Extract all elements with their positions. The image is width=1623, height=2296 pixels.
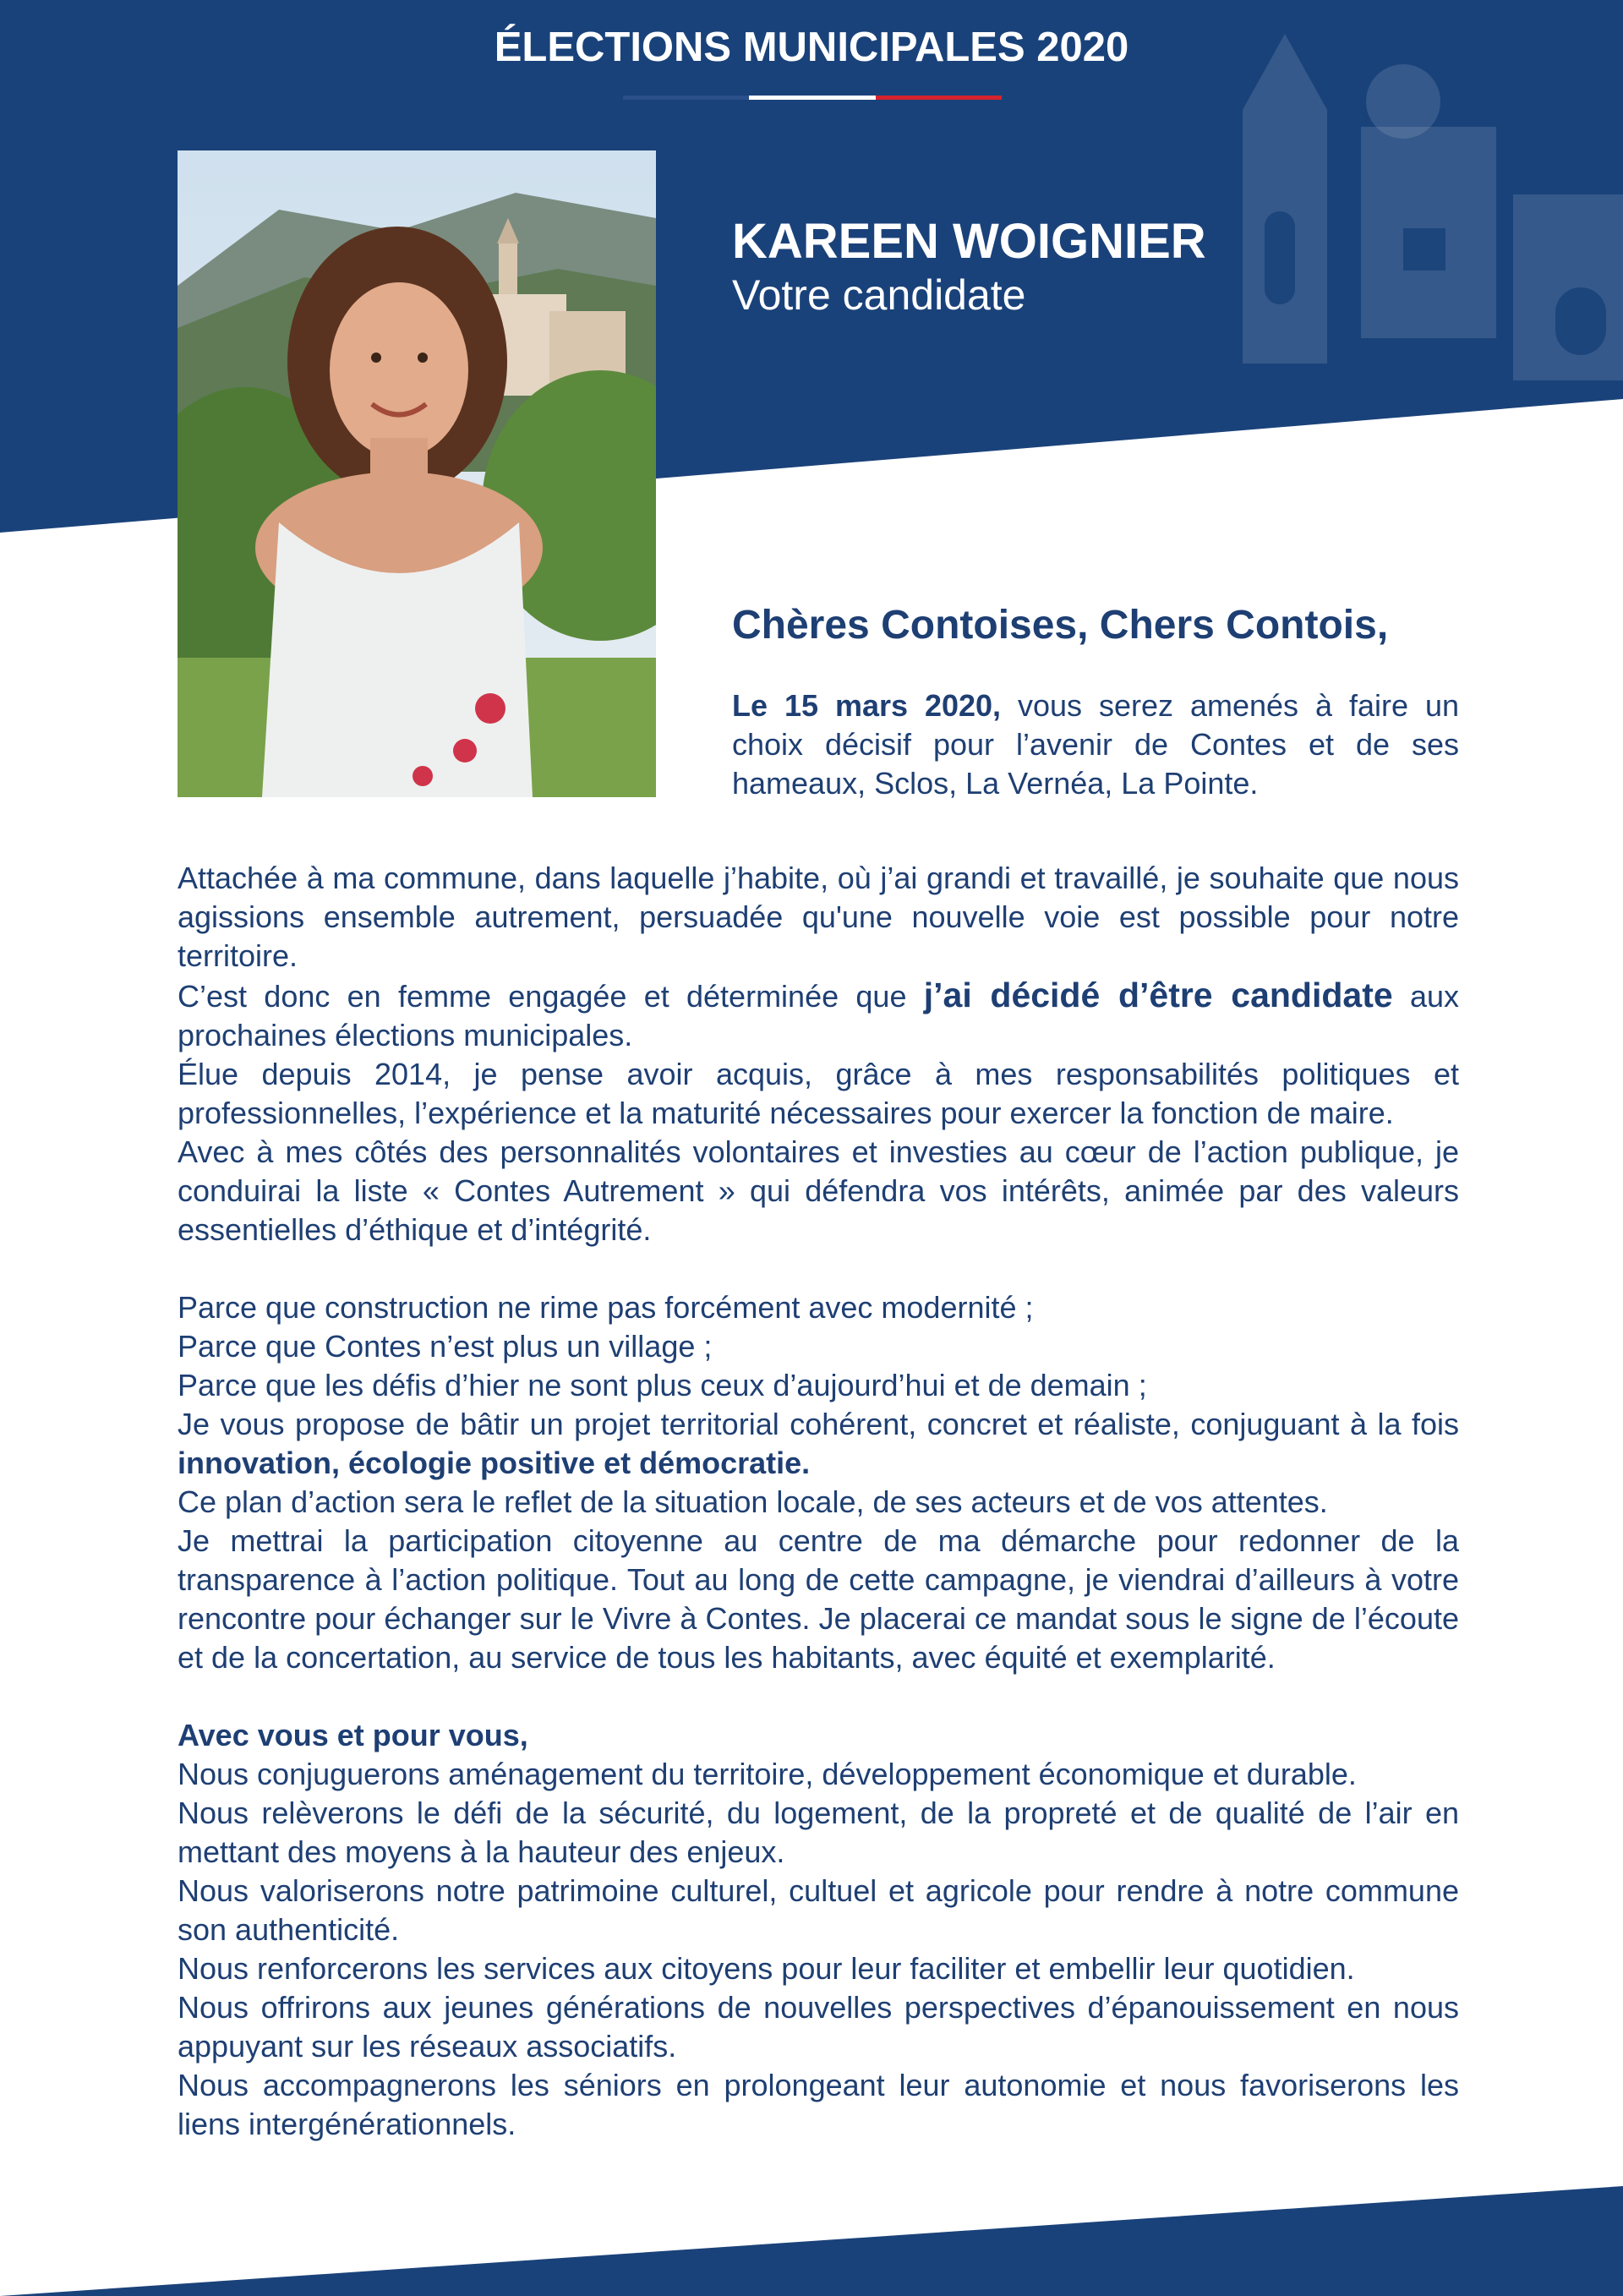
line-construction: Parce que construction ne rime pas forcément avec modernité ; — [178, 1290, 1034, 1325]
line-action-plan: Ce plan d’action sera le reflet de la situation locale, de ses acteurs et de vos attentes. — [178, 1484, 1328, 1519]
candidate-role: Votre candidate — [732, 271, 1026, 319]
project-emphasis: innovation, écologie positive et démocratie. — [178, 1446, 811, 1480]
commitment-item: Nous conjuguerons aménagement du territoire, développement économique et durable. — [178, 1757, 1357, 1791]
greeting-heading: Chères Contoises, Chers Contois, — [732, 603, 1389, 648]
paragraph-candidacy — [178, 976, 1459, 1055]
paragraph-team: Avec à mes côtés des personnalités volontaires et investies au cœur de l’action publique, je conduirai la liste « Contes Autrement » qui défendra vos intérêts, animée par des valeurs essentielles d’éthique et d’intégrité. — [178, 1134, 1459, 1247]
intro-paragraph — [732, 686, 1459, 803]
commitment-item: Nous valoriserons notre patrimoine culturel, cultuel et agricole pour rendre à notre commune son authenticité. — [178, 1873, 1459, 1947]
commitment-item: Nous offrirons aux jeunes générations de nouvelles perspectives d’épanouissement en nous appuyant sur les réseaux associatifs. — [178, 1990, 1459, 2064]
page-title: ÉLECTIONS MUNICIPALES 2020 — [494, 25, 1129, 70]
commitment-item: Nous renforcerons les services aux citoyens pour leur faciliter et embellir leur quotidien. — [178, 1951, 1355, 1986]
line-village: Parce que Contes n’est plus un village ; — [178, 1329, 713, 1364]
commitment-item: Nous accompagnerons les séniors en prolongeant leur autonomie et nous favoriserons les liens intergénérationnels. — [178, 2068, 1459, 2141]
paragraph-experience: Élue depuis 2014, je pense avoir acquis, grâce à mes responsabilités politiques et professionnelles, l’expérience et la maturité nécessaires pour exercer la fonction de maire. — [178, 1057, 1459, 1130]
candidacy-text-pre: C’est donc en femme engagée et déterminée que — [178, 979, 924, 1014]
letter-body — [178, 859, 1459, 2144]
intro-date: Le 15 mars 2020, — [732, 688, 1002, 723]
portrait-of-candidate-icon — [178, 150, 656, 797]
candidate-name: KAREEN WOIGNIER — [732, 214, 1206, 269]
line-participation: Je mettrai la participation citoyenne au centre de ma démarche pour redonner de la transparence à l’action politique. Tout au long de cette campagne, je viendrai d’ailleurs à votre rencontre pour échanger sur le Vivre à Contes. Je placerai ce mandat sous le signe de l’écoute et de la concertation, au service de tous les habitants, avec équité et exemplarité. — [178, 1523, 1459, 1675]
candidacy-emphasis: j’ai décidé d’être candidate — [923, 976, 1393, 1014]
commitments-heading: Avec vous et pour vous, — [178, 1718, 528, 1752]
paragraph-attachment: Attachée à ma commune, dans laquelle j’habite, où j’ai grandi et travaillé, je souhaite que nous agissions ensemble autrement, persuadée qu'une nouvelle voie est possible pour notre territoire. — [178, 861, 1459, 973]
candidacy-text-post: aux prochaines élections municipales. — [178, 979, 1459, 1052]
line-challenges: Parce que les défis d’hier ne sont plus ceux d’aujourd’hui et de demain ; — [178, 1368, 1147, 1402]
intro-text: vous serez amenés à faire un choix décisif pour l’avenir de Contes et de ses hameaux, Sclos, La Vernéa, La Pointe. — [732, 688, 1459, 801]
project-text: Je vous propose de bâtir un projet territorial cohérent, concret et réaliste, conjuguant à la fois — [178, 1407, 1459, 1441]
commitment-item: Nous relèverons le défi de la sécurité, du logement, de la propreté et de qualité de l’air en mettant des moyens à la hauteur des enjeux. — [178, 1796, 1459, 1869]
tricolor-divider — [623, 96, 1002, 100]
line-project — [178, 1405, 1459, 1483]
footer-band — [0, 2186, 1623, 2296]
